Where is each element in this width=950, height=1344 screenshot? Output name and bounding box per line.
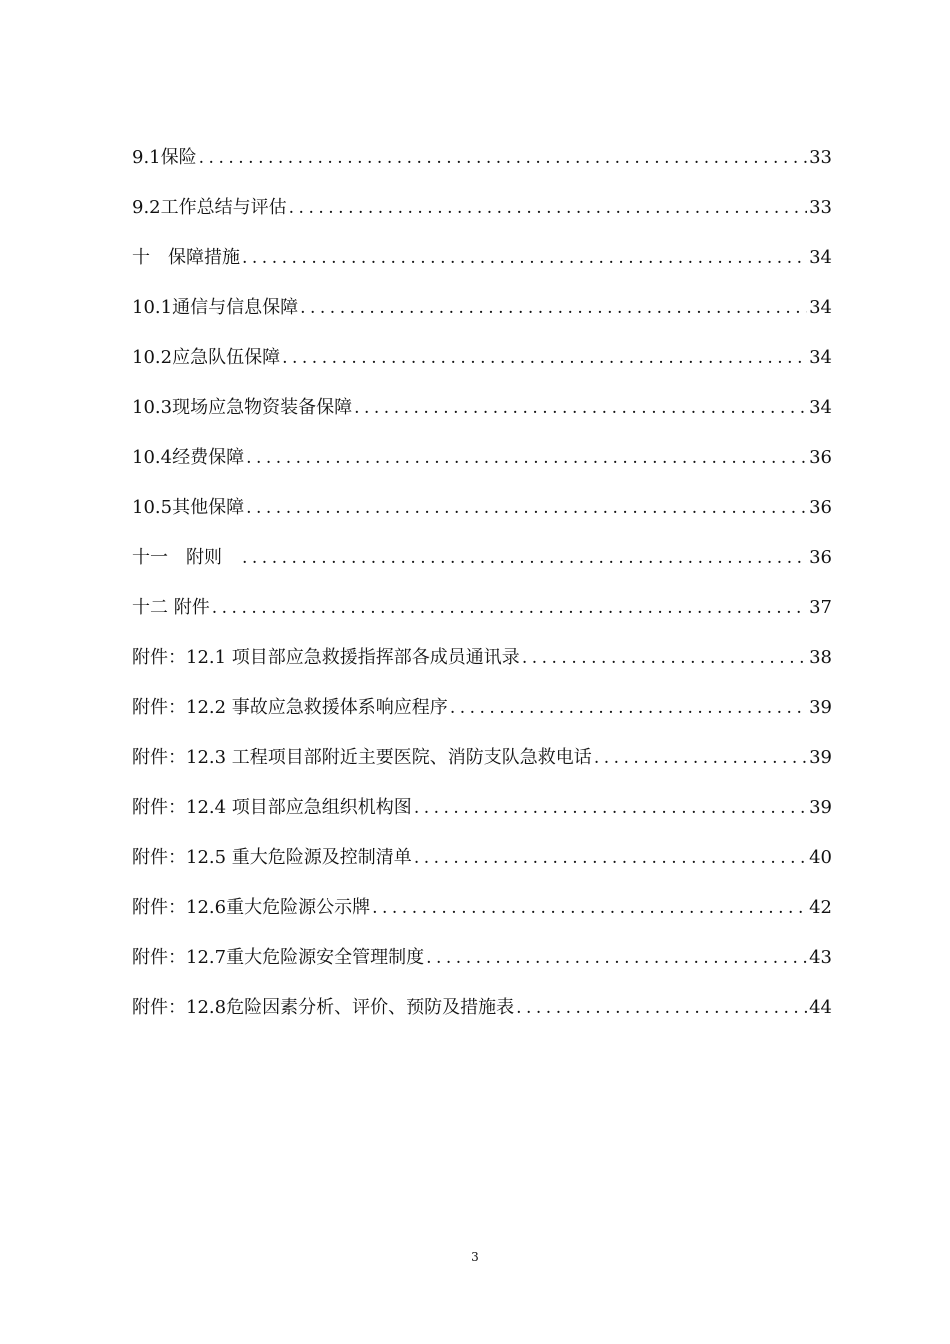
toc-entry-page: 36 bbox=[809, 497, 832, 518]
toc-entry-title: 十 保障措施 bbox=[132, 247, 240, 268]
toc-entry[interactable] bbox=[132, 933, 832, 983]
toc-entry[interactable] bbox=[132, 133, 832, 183]
toc-entry-title: 附件：12.2 事故应急救援体系响应程序 bbox=[132, 697, 448, 718]
toc-entry[interactable] bbox=[132, 233, 832, 283]
toc-entry[interactable] bbox=[132, 183, 832, 233]
toc-entry-title: 10.5其他保障 bbox=[132, 497, 245, 518]
toc-entry-page: 38 bbox=[809, 647, 832, 668]
toc-entry[interactable] bbox=[132, 633, 832, 683]
toc-leader-dots bbox=[199, 139, 807, 177]
toc-leader-dots bbox=[426, 939, 807, 977]
toc-entry-page: 39 bbox=[809, 747, 832, 768]
toc-leader-dots bbox=[212, 589, 807, 627]
toc-entry-title: 十一 附则 bbox=[132, 547, 240, 568]
toc-entry-title: 附件：12.7重大危险源安全管理制度 bbox=[132, 947, 425, 968]
toc-entry[interactable] bbox=[132, 583, 832, 633]
toc-entry-page: 34 bbox=[809, 347, 832, 368]
toc-entry-title: 附件：12.3 工程项目部附近主要医院、消防支队急救电话 bbox=[132, 747, 592, 768]
toc-entry-title: 附件：12.4 项目部应急组织机构图 bbox=[132, 797, 412, 818]
toc-entry[interactable] bbox=[132, 383, 832, 433]
toc-leader-dots bbox=[516, 989, 807, 1027]
toc-leader-dots bbox=[289, 189, 807, 227]
toc-entry-title: 10.2应急队伍保障 bbox=[132, 347, 281, 368]
toc-entry-title: 附件：12.5 重大危险源及控制清单 bbox=[132, 847, 412, 868]
toc-entry-title: 10.1通信与信息保障 bbox=[132, 297, 299, 318]
toc-entry[interactable] bbox=[132, 883, 832, 933]
toc-entry[interactable] bbox=[132, 983, 832, 1033]
toc-entry-page: 40 bbox=[809, 847, 832, 868]
toc-entry[interactable] bbox=[132, 483, 832, 533]
toc-entry[interactable] bbox=[132, 783, 832, 833]
toc-entry-page: 37 bbox=[809, 597, 832, 618]
toc-entry-page: 33 bbox=[809, 147, 832, 168]
toc-entry-title: 附件：12.6重大危险源公示牌 bbox=[132, 897, 371, 918]
toc-entry-title: 附件：12.1 项目部应急救援指挥部各成员通讯录 bbox=[132, 647, 520, 668]
table-of-contents bbox=[132, 133, 832, 1033]
toc-leader-dots bbox=[450, 689, 807, 727]
toc-entry-title: 10.3现场应急物资装备保障 bbox=[132, 397, 353, 418]
toc-leader-dots bbox=[242, 539, 807, 577]
toc-entry-title: 9.2工作总结与评估 bbox=[132, 197, 287, 218]
toc-leader-dots bbox=[246, 489, 807, 527]
toc-leader-dots bbox=[522, 639, 807, 677]
toc-entry-page: 34 bbox=[809, 297, 832, 318]
toc-entry[interactable] bbox=[132, 733, 832, 783]
toc-leader-dots bbox=[414, 789, 807, 827]
toc-leader-dots bbox=[282, 339, 807, 377]
toc-entry-page: 42 bbox=[809, 897, 832, 918]
toc-entry[interactable] bbox=[132, 283, 832, 333]
toc-entry-title: 十二 附件 bbox=[132, 597, 210, 618]
toc-leader-dots bbox=[300, 289, 807, 327]
toc-entry-page: 34 bbox=[809, 247, 832, 268]
toc-entry-page: 43 bbox=[809, 947, 832, 968]
toc-leader-dots bbox=[246, 439, 807, 477]
toc-leader-dots bbox=[372, 889, 807, 927]
toc-leader-dots bbox=[354, 389, 807, 427]
toc-entry[interactable] bbox=[132, 433, 832, 483]
toc-entry-title: 10.4经费保障 bbox=[132, 447, 245, 468]
toc-entry-page: 44 bbox=[809, 997, 832, 1018]
toc-leader-dots bbox=[594, 739, 807, 777]
toc-entry-page: 39 bbox=[809, 697, 832, 718]
toc-entry-page: 36 bbox=[809, 447, 832, 468]
toc-entry-page: 33 bbox=[809, 197, 832, 218]
toc-leader-dots bbox=[414, 839, 807, 877]
toc-entry-page: 39 bbox=[809, 797, 832, 818]
toc-entry-title: 附件：12.8危险因素分析、评价、预防及措施表 bbox=[132, 997, 515, 1018]
toc-leader-dots bbox=[242, 239, 807, 277]
page-number: 3 bbox=[471, 1250, 479, 1264]
toc-entry[interactable] bbox=[132, 683, 832, 733]
toc-entry-title: 9.1保险 bbox=[132, 147, 197, 168]
toc-entry[interactable] bbox=[132, 333, 832, 383]
toc-entry-page: 34 bbox=[809, 397, 832, 418]
toc-entry[interactable] bbox=[132, 533, 832, 583]
toc-entry-page: 36 bbox=[809, 547, 832, 568]
toc-entry[interactable] bbox=[132, 833, 832, 883]
